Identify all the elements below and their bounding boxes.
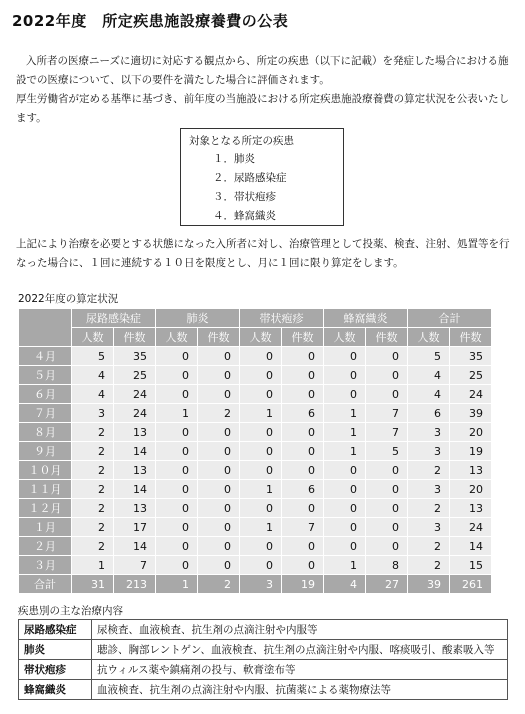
table-cell: 24 <box>114 385 156 404</box>
row-label: １０月 <box>19 461 72 480</box>
table-row <box>19 385 492 404</box>
table-row <box>19 423 492 442</box>
disease-name: 尿路感染症 <box>19 620 92 640</box>
treatment-row <box>19 640 508 660</box>
row-label: ９月 <box>19 442 72 461</box>
table-cell: 0 <box>240 366 282 385</box>
table-cell: 0 <box>366 499 408 518</box>
treatment-table <box>18 619 508 700</box>
table-cell: 5 <box>366 442 408 461</box>
sub-header: 件数 <box>450 328 492 347</box>
table-cell: 2 <box>72 442 114 461</box>
table-cell: 17 <box>114 518 156 537</box>
table-cell: 3 <box>408 442 450 461</box>
table-cell: 13 <box>114 499 156 518</box>
stats-section-title: 2022年度の算定状況 <box>18 293 119 305</box>
table-row <box>19 556 492 575</box>
disease-box-heading: 対象となる所定の疾患 <box>189 135 294 147</box>
row-label: ８月 <box>19 423 72 442</box>
table-cell: 261 <box>450 575 492 594</box>
table-cell: 2 <box>72 461 114 480</box>
table-cell: 0 <box>240 385 282 404</box>
treatment-section-title: 疾患別の主な治療内容 <box>18 605 123 617</box>
table-cell: 0 <box>240 499 282 518</box>
table-cell: 4 <box>72 385 114 404</box>
row-label: ２月 <box>19 537 72 556</box>
table-cell: 14 <box>114 442 156 461</box>
table-cell: 0 <box>282 499 324 518</box>
table-cell: 1 <box>240 404 282 423</box>
table-cell: 35 <box>114 347 156 366</box>
row-label: １１月 <box>19 480 72 499</box>
table-cell: 0 <box>240 556 282 575</box>
table-cell: 31 <box>72 575 114 594</box>
table-cell: 0 <box>366 347 408 366</box>
stats-body <box>19 347 492 594</box>
table-cell: 1 <box>240 518 282 537</box>
table-cell: 13 <box>450 499 492 518</box>
treatment-description: 聴診、胸部レントゲン、血液検査、抗生剤の点滴注射や内服、喀痰吸引、酸素吸入等 <box>92 640 508 660</box>
table-cell: 2 <box>72 518 114 537</box>
table-cell: 0 <box>282 423 324 442</box>
table-cell: 6 <box>282 480 324 499</box>
table-cell: 14 <box>114 480 156 499</box>
total-row <box>19 575 492 594</box>
group-header: 肺炎 <box>156 309 240 328</box>
table-row <box>19 480 492 499</box>
table-cell: 0 <box>282 385 324 404</box>
treatment-description: 血液検査、抗生剤の点滴注射や内服、抗菌薬による薬物療法等 <box>92 680 508 700</box>
table-cell: 0 <box>156 442 198 461</box>
table-cell: 0 <box>240 537 282 556</box>
table-cell: 0 <box>156 366 198 385</box>
table-cell: 13 <box>114 461 156 480</box>
row-label: ３月 <box>19 556 72 575</box>
table-cell: 0 <box>282 366 324 385</box>
table-cell: 0 <box>198 556 240 575</box>
table-row <box>19 347 492 366</box>
table-cell: 3 <box>408 518 450 537</box>
table-cell: 0 <box>366 461 408 480</box>
table-cell: 25 <box>114 366 156 385</box>
table-cell: 0 <box>198 461 240 480</box>
table-cell: 13 <box>114 423 156 442</box>
group-header: 尿路感染症 <box>72 309 156 328</box>
table-cell: 8 <box>366 556 408 575</box>
table-cell: 0 <box>156 347 198 366</box>
table-cell: 3 <box>72 404 114 423</box>
table-cell: 20 <box>450 480 492 499</box>
disease-item: ４．蜂窩織炎 <box>213 210 276 222</box>
table-cell: 0 <box>156 480 198 499</box>
table-cell: 0 <box>324 518 366 537</box>
table-cell: 0 <box>156 423 198 442</box>
table-cell: 7 <box>366 423 408 442</box>
treatment-description: 尿検査、血液検査、抗生剤の点滴注射や内服等 <box>92 620 508 640</box>
table-cell: 35 <box>450 347 492 366</box>
table-cell: 1 <box>324 556 366 575</box>
page-title: 2022年度 所定疾患施設療養費の公表 <box>12 12 289 30</box>
disease-item: ３．帯状疱疹 <box>213 191 276 203</box>
table-cell: 2 <box>72 480 114 499</box>
group-header: 帯状疱疹 <box>240 309 324 328</box>
table-cell: 3 <box>240 575 282 594</box>
table-cell: 0 <box>198 385 240 404</box>
table-cell: 213 <box>114 575 156 594</box>
table-cell: 0 <box>198 537 240 556</box>
sub-header: 件数 <box>282 328 324 347</box>
table-cell: 19 <box>282 575 324 594</box>
treatment-row <box>19 660 508 680</box>
table-cell: 7 <box>282 518 324 537</box>
table-cell: 19 <box>450 442 492 461</box>
table-row <box>19 537 492 556</box>
table-cell: 2 <box>72 499 114 518</box>
table-cell: 0 <box>240 423 282 442</box>
table-cell: 0 <box>156 461 198 480</box>
table-cell: 0 <box>198 480 240 499</box>
table-cell: 0 <box>324 347 366 366</box>
treatment-body <box>19 620 508 700</box>
row-label: ６月 <box>19 385 72 404</box>
table-cell: 7 <box>114 556 156 575</box>
table-cell: 4 <box>408 366 450 385</box>
table-cell: 0 <box>366 385 408 404</box>
table-cell: 0 <box>198 347 240 366</box>
disease-name: 肺炎 <box>19 640 92 660</box>
row-label: ５月 <box>19 366 72 385</box>
table-cell: 0 <box>324 385 366 404</box>
table-cell: 0 <box>156 499 198 518</box>
table-cell: 0 <box>240 461 282 480</box>
table-cell: 4 <box>324 575 366 594</box>
table-cell: 0 <box>240 442 282 461</box>
table-cell: 4 <box>408 385 450 404</box>
table-cell: 6 <box>282 404 324 423</box>
row-label: ７月 <box>19 404 72 423</box>
intro-paragraph-2: 厚生労働省が定める基準に基づき、前年度の当施設における所定疾患施設療養費の算定状況を公表いたします。 <box>16 93 510 124</box>
row-label: 合計 <box>19 575 72 594</box>
table-cell: 1 <box>240 480 282 499</box>
row-label: １２月 <box>19 499 72 518</box>
table-cell: 0 <box>156 537 198 556</box>
table-cell: 0 <box>324 537 366 556</box>
table-cell: 1 <box>156 404 198 423</box>
table-cell: 6 <box>408 404 450 423</box>
disease-name: 蜂窩織炎 <box>19 680 92 700</box>
table-cell: 0 <box>282 347 324 366</box>
treatment-description: 抗ウィルス薬や鎮痛剤の投与、軟膏塗布等 <box>92 660 508 680</box>
table-cell: 1 <box>72 556 114 575</box>
treatment-row <box>19 620 508 640</box>
intro-paragraph: 入所者の医療ニーズに適切に対応する観点から、所定の疾患（以下に記載）を発症した場合における施設での医療について、以下の要件を満たした場合に評価されます。 <box>16 55 509 86</box>
table-cell: 2 <box>72 537 114 556</box>
table-row <box>19 499 492 518</box>
disease-list <box>189 150 335 226</box>
treatment-row <box>19 680 508 700</box>
table-cell: 2 <box>408 556 450 575</box>
table-cell: 0 <box>198 442 240 461</box>
table-cell: 0 <box>282 556 324 575</box>
sub-header: 件数 <box>366 328 408 347</box>
table-cell: 0 <box>198 366 240 385</box>
table-cell: 39 <box>408 575 450 594</box>
table-cell: 0 <box>282 537 324 556</box>
table-row <box>19 442 492 461</box>
table-cell: 2 <box>408 461 450 480</box>
stats-table <box>18 308 492 594</box>
table-cell: 24 <box>450 518 492 537</box>
table-row <box>19 518 492 537</box>
table-cell: 0 <box>366 366 408 385</box>
table-cell: 0 <box>156 385 198 404</box>
table-cell: 14 <box>450 537 492 556</box>
table-cell: 24 <box>450 385 492 404</box>
sub-header: 人数 <box>72 328 114 347</box>
table-cell: 0 <box>324 366 366 385</box>
table-cell: 7 <box>366 404 408 423</box>
table-cell: 0 <box>324 461 366 480</box>
table-cell: 5 <box>408 347 450 366</box>
table-cell: 4 <box>72 366 114 385</box>
sub-header: 件数 <box>114 328 156 347</box>
row-label: １月 <box>19 518 72 537</box>
table-row <box>19 404 492 423</box>
table-cell: 1 <box>324 442 366 461</box>
sub-header: 人数 <box>156 328 198 347</box>
sub-header: 人数 <box>324 328 366 347</box>
table-cell: 0 <box>366 518 408 537</box>
subheader-row <box>19 328 492 347</box>
table-cell: 1 <box>156 575 198 594</box>
table-cell: 0 <box>198 423 240 442</box>
disease-item: １．肺炎 <box>213 153 255 165</box>
table-row <box>19 366 492 385</box>
table-cell: 1 <box>324 423 366 442</box>
sub-header: 人数 <box>408 328 450 347</box>
table-cell: 0 <box>240 347 282 366</box>
table-cell: 5 <box>72 347 114 366</box>
table-cell: 25 <box>450 366 492 385</box>
table-row <box>19 461 492 480</box>
group-header: 合計 <box>408 309 492 328</box>
disease-name: 帯状疱疹 <box>19 660 92 680</box>
table-cell: 3 <box>408 480 450 499</box>
table-cell: 24 <box>114 404 156 423</box>
table-cell: 2 <box>408 499 450 518</box>
table-cell: 15 <box>450 556 492 575</box>
table-cell: 0 <box>366 537 408 556</box>
table-cell: 0 <box>198 499 240 518</box>
disease-box <box>180 128 344 226</box>
table-cell: 2 <box>408 537 450 556</box>
table-cell: 1 <box>324 404 366 423</box>
sub-header: 人数 <box>240 328 282 347</box>
table-cell: 20 <box>450 423 492 442</box>
table-cell: 27 <box>366 575 408 594</box>
table-corner <box>19 309 72 347</box>
table-cell: 3 <box>408 423 450 442</box>
table-cell: 0 <box>198 518 240 537</box>
disease-item: ２．尿路感染症 <box>213 172 287 184</box>
table-cell: 2 <box>198 575 240 594</box>
table-cell: 0 <box>324 480 366 499</box>
table-cell: 2 <box>198 404 240 423</box>
table-cell: 0 <box>324 499 366 518</box>
table-cell: 39 <box>450 404 492 423</box>
table-cell: 2 <box>72 423 114 442</box>
group-header: 蜂窩織炎 <box>324 309 408 328</box>
row-label: ４月 <box>19 347 72 366</box>
table-cell: 0 <box>282 442 324 461</box>
table-cell: 13 <box>450 461 492 480</box>
table-cell: 0 <box>282 461 324 480</box>
requirement-paragraph: 上記により治療を必要とする状態になった入所者に対し、治療管理として投薬、検査、注射、処置等を行なった場合に、１回に連続する１０日を限度とし、月に１回に限り算定をします。 <box>16 238 510 269</box>
sub-header: 件数 <box>198 328 240 347</box>
table-cell: 0 <box>156 518 198 537</box>
table-cell: 0 <box>156 556 198 575</box>
table-cell: 0 <box>366 480 408 499</box>
table-cell: 14 <box>114 537 156 556</box>
